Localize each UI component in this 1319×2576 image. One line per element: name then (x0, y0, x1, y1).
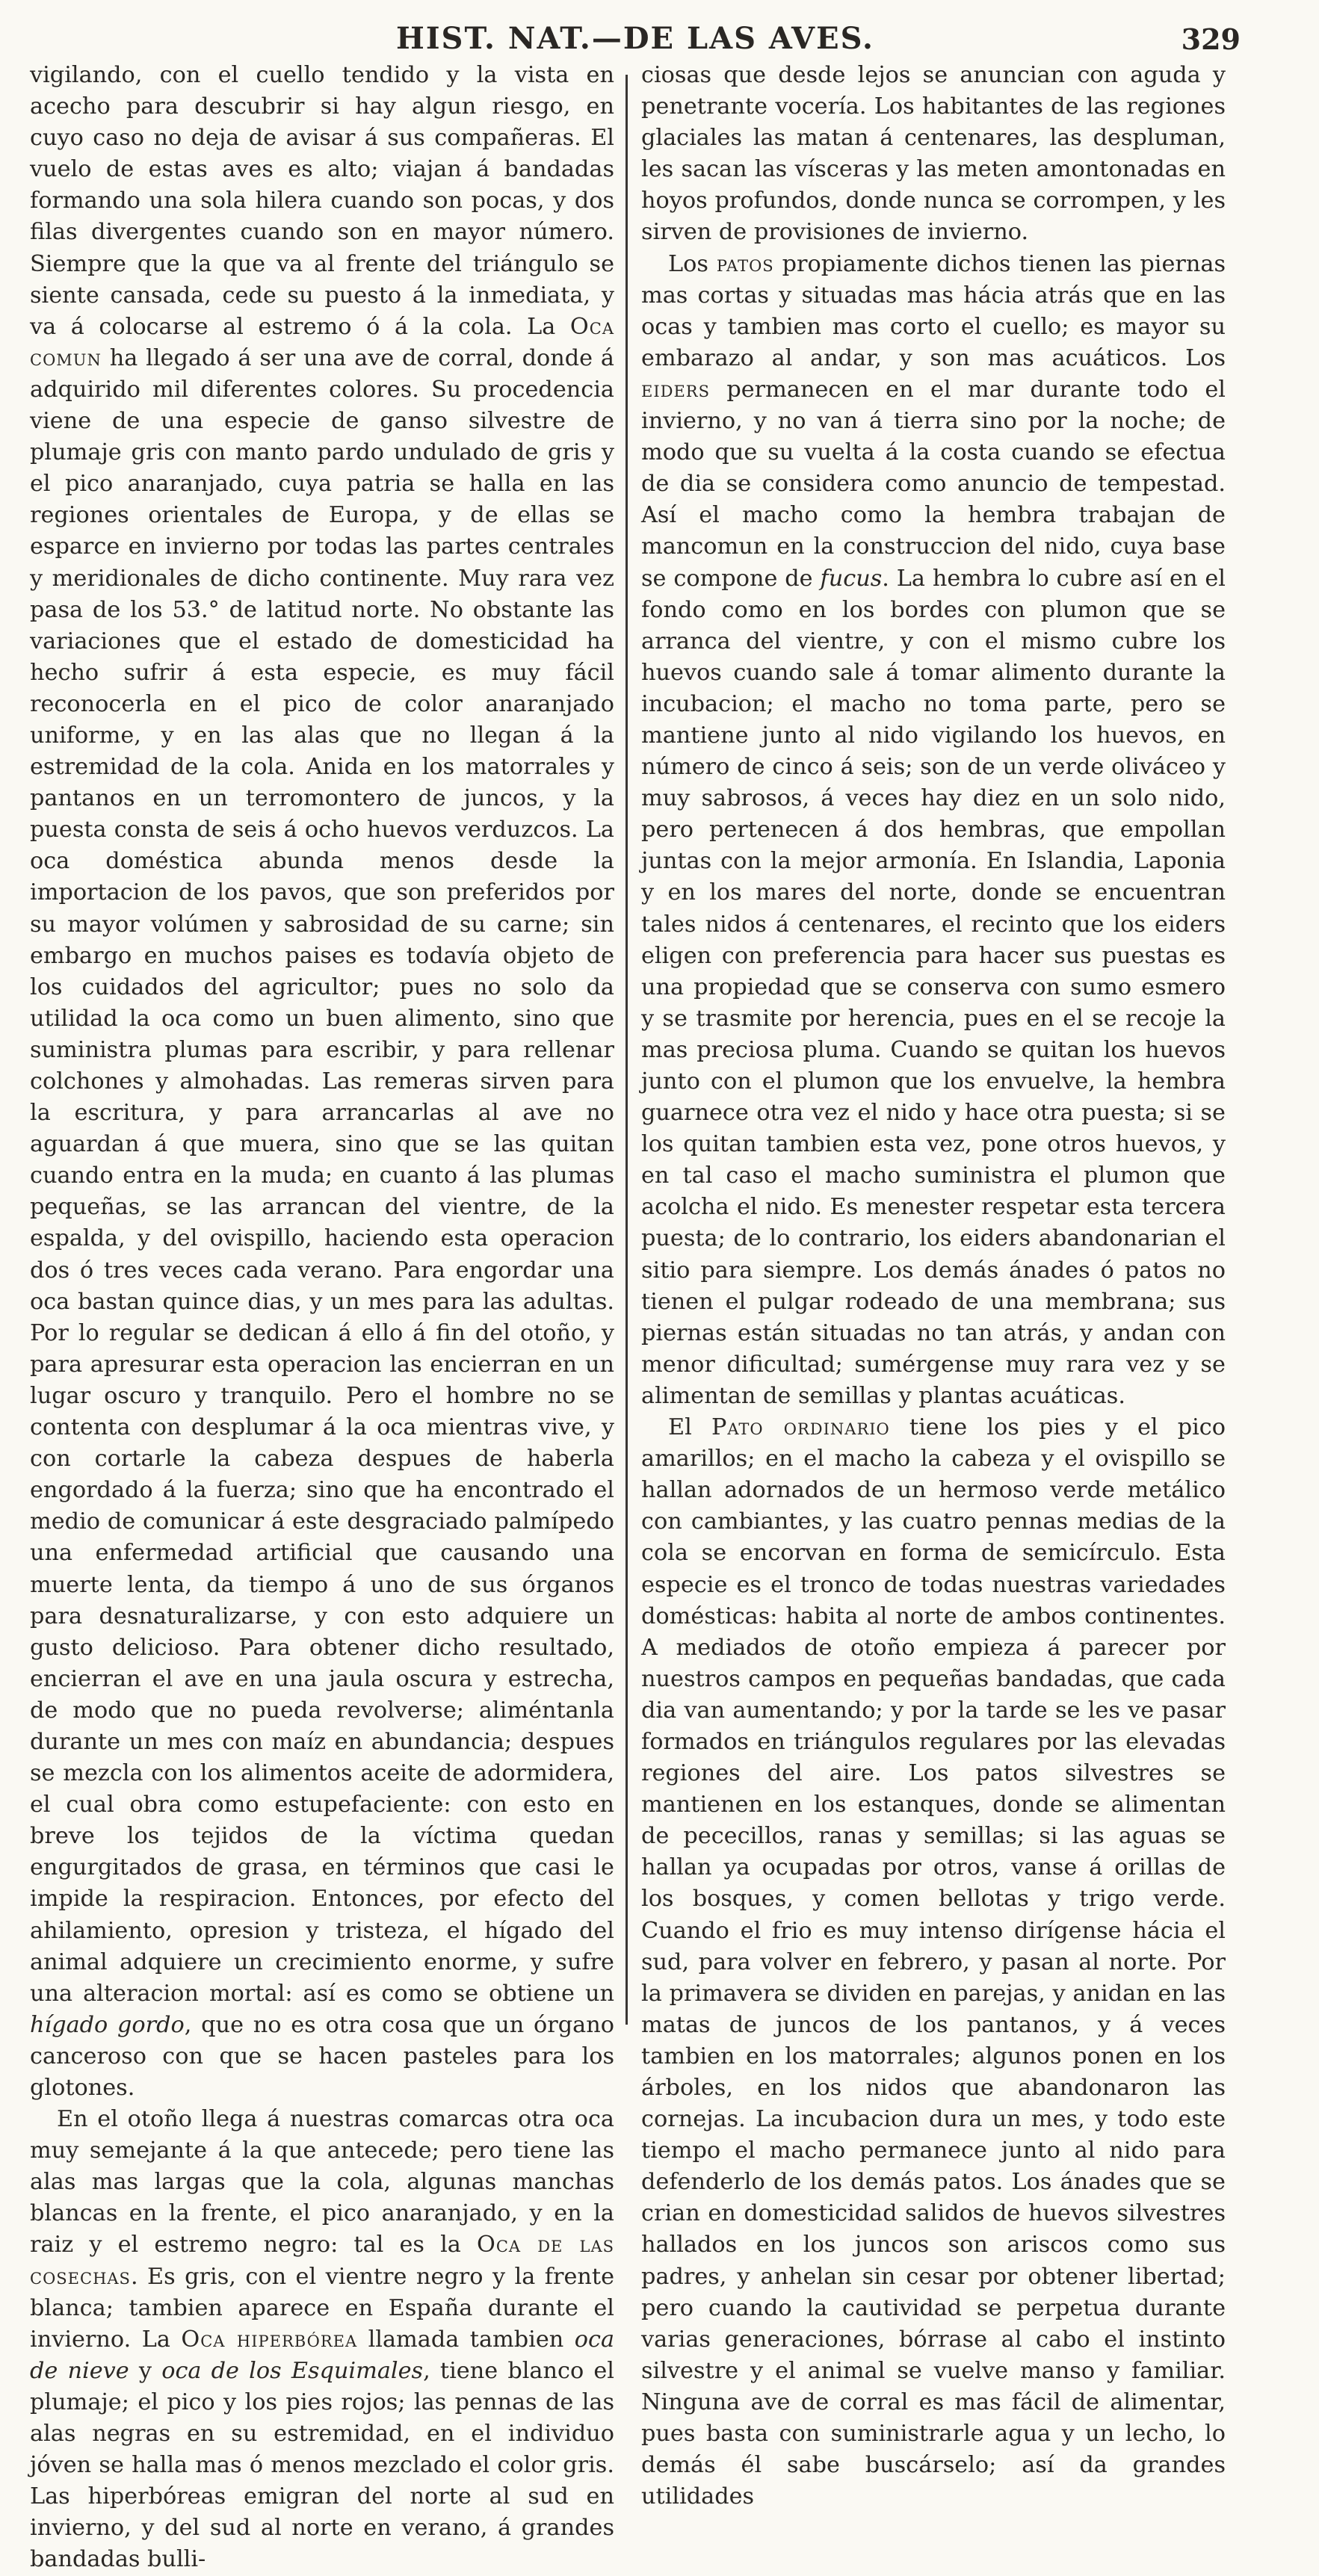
term-eiders: eiders (641, 376, 710, 403)
text-run: permanecen en el mar durante todo el invierno, y no van á tierra sino por la noche; de modo que su vuelta á la costa cuando se efectua de dia se considera como anuncio de tempestad. Así el macho como la hembra trabajan de mancomun en la construccion del nido, cuya base se compone de (641, 376, 1226, 592)
term-oca-nieve: oca de nieve (30, 2326, 615, 2384)
column-divider (625, 75, 628, 2025)
text-run: En el otoño llega á nuestras comarcas otra oca muy semejante á la que antecede; pero tiene las alas mas largas que la cola, algunas manchas blancas en la frente, el pico anaranjado, y en la raiz y el estremo negro: tal es la (30, 2106, 614, 2258)
paragraph-hiperboreas-cont (641, 60, 1226, 249)
text-run: llamada tambien (357, 2326, 575, 2353)
paragraph-oca-cosechas (30, 2104, 614, 2575)
term-oca-hiperborea: Oca hiperbórea (181, 2326, 358, 2353)
text-run: propiamente dichos tienen las piernas mas cortas y situadas mas hácia atrás que en las ocas y tambien mas corto el cuello; es mayor su embarazo al andar, y son mas acuáticos. Los (641, 250, 1226, 371)
text-run: Los (668, 250, 717, 277)
paragraph-pato-ordinario (641, 1412, 1226, 2512)
running-title: HIST. NAT.—DE LAS AVES. (396, 21, 874, 56)
term-patos: patos (716, 250, 774, 277)
text-run: tiene los pies y el pico amarillos; en el macho la cabeza y el ovispillo se hallan adornados de un hermoso verde metálico con cambiantes, y las cuatro pennas medias de la cola se encorvan en forma de semicírculo. Esta especie es el tronco de todas nuestras variedades domésticas: habita al norte de ambos continentes. A mediados de otoño empieza á parecer por nuestros campos en pequeñas bandadas, que cada dia van aumentando; y por la tarde se les ve pasar formados en triángulos regulares por las elevadas regiones del aire. Los patos silvestres se mantienen en los estanques, donde se alimentan de pececillos, ranas y semillas; si las aguas se hallan ya ocupadas por otros, vanse á orillas de los bosques, y comen bellotas y trigo verde. Cuando el frio es muy intenso dirígense hácia el sud, para volver en febrero, y pasan al norte. Por la primavera se dividen en parejas, y anidan en las matas de juncos de los pantanos, y á veces tambien en los matorrales; algunos ponen en los árboles, en los nidos que abandonaron las cornejas. La incubacion dura un mes, y todo este tiempo el macho permanece junto al nido para defenderlo de los demás patos. Los ánades que se crian en domesticidad salidos de huevos silvestres hallados en los juncos son ariscos como sus padres, y anhelan sin cesar por obtener libertad; pero cuando la cautividad se perpetua durante varias generaciones, bórrase al cabo el instinto silvestre y el animal se vuelve manso y familiar. Ninguna ave de corral es mas fácil de alimentar, pues basta con suministrarle agua y un lecho, lo demás él sabe buscárselo; así da grandes utilidades (641, 1414, 1226, 2510)
term-pato-ordinario: Pato ordinario (711, 1414, 890, 1441)
term-oca-cosechas: Oca de las cosechas (30, 2232, 614, 2290)
left-column (30, 60, 615, 2573)
right-column (641, 60, 1226, 2510)
text-run: vigilando, con el cuello tendido y la vista en acecho para descubrir si hay algun riesgo, en cuyo caso no deja de avisar á sus compañeras. El vuelo de estas aves es alto; viajan á bandadas formando una sola hilera cuando son pocas, y dos filas divergentes cuando son en mayor número. Siempre que la que va al frente del triángulo se siente cansada, cede su puesto á la inmediata, y va á colocarse al estremo ó á la cola. La (30, 62, 614, 340)
text-run: ciosas que desde lejos se anuncian con aguda y penetrante vocería. Los habitantes de las regiones glaciales las matan á centenares, las despluman, les sacan las vísceras y las meten amontonadas en hoyos profundos, donde nunca se corrompen, y les sirven de provisiones de invierno. (641, 62, 1226, 246)
term-higado-gordo: hígado gordo (30, 2011, 185, 2038)
text-run: ha llegado á ser una ave de corral, donde á adquirido mil diferentes colores. Su procedencia viene de una especie de ganso silvestre de plumaje gris con manto pardo undulado de gris y el pico anaranjado, cuya patria se halla en las regiones orientales de Europa, y de ellas se esparce en invierno por todas las partes centrales y meridionales de dicho continente. Muy rara vez pasa de los 53.° de latitud norte. No obstante las variaciones que el estado de domesticidad ha hecho sufrir á esta especie, es muy fácil reconocerla en el pico de color anaranjado uniforme, y en las alas que no llegan á la estremidad de la cola. Anida en los matorrales y pantanos en un terromontero de juncos, y la puesta consta de seis á ocho huevos verduzcos. La oca doméstica abunda menos desde la importacion de los pavos, que son preferidos por su mayor volúmen y sabrosidad de su carne; sin embargo en muchos paises es todavía objeto de los cuidados del agricultor; pues no solo da utilidad la oca como un buen alimento, sino que suministra plumas para escribir, y para rellenar colchones y almohadas. Las remeras sirven para la escritura, y para arrancarlas al ave no aguardan á que muera, sino que se las quitan cuando entra en la muda; en cuanto á las plumas pequeñas, se las arrancan del vientre, de la espalda, y del ovispillo, haciendo esta operacion dos ó tres veces cada verano. Para engordar una oca bastan quince dias, y un mes para las adultas. Por lo regular se dedican á ello á fin del otoño, y para apresurar esta operacion las encierran en un lugar oscuro y tranquilo. Pero el hombre no se contenta con desplumar á la oca mientras vive, y con cortarle la cabeza despues de haberla engordado á la fuerza; sino que ha encontrado el medio de comunicar á este desgraciado palmípedo una enfermedad artificial que causando una muerte lenta, da tiempo á uno de sus órganos para desnaturalizarse, y con esto adquiere un gusto delicioso. Para obtener dicho resultado, encierran el ave en una jaula oscura y estrecha, de modo que no pueda revolverse; aliméntanla durante un mes con maíz en abundancia; despues se mezcla con los alimentos aceite de adormidera, el cual obra como estupefaciente: con esto en breve los tejidos de la víctima quedan engurgitados de grasa, en términos que casi le impide la respiracion. Entonces, por efecto del ahilamiento, opresion y tristeza, el hígado del animal adquiere un crecimiento enorme, y sufre una alteracion mortal: así es como se obtiene un (30, 344, 614, 2007)
text-run: , tiene blanco el plumaje; el pico y los pies rojos; las pennas de las alas negras en su estremidad, en el individuo jóven se halla mas ó menos mezclado el color gris. Las hiperbóreas emigran del norte al sud en invierno, y del sud al norte en verano, á grandes bandadas bulli- (30, 2357, 615, 2573)
term-oca-esquimales: oca de los Esquimales (161, 2357, 424, 2384)
page-header (30, 21, 1241, 63)
text-run: . Es gris, con el vientre negro y la frente blanca; tambien aparece en España durante el invierno. La (30, 2263, 614, 2353)
term-oca-comun: Oca comun (30, 313, 614, 371)
paragraph-patos (641, 249, 1226, 1412)
text-run: El (668, 1414, 711, 1441)
text-run: . La hembra lo cubre así en el fondo como en los bordes con plumon que se arranca del vientre, y con el mismo cubre los huevos cuando sale á tomar alimento durante la incubacion; el macho no toma parte, pero se mantiene junto al nido vigilando los huevos, en número de cinco á seis; son de un verde oliváceo y muy sabrosos, á veces hay diez en un solo nido, pero pertenecen á dos hembras, que empollan juntas con la mejor armonía. En Islandia, Laponia y en los mares del norte, donde se encuentran tales nidos á centenares, el recinto que los eiders eligen con preferencia para hacer sus puestas es una propiedad que se conserva con sumo esmero y se trasmite por herencia, pues en el se recoje la mas preciosa pluma. Cuando se quitan los huevos junto con el plumon que los envuelve, la hembra guarnece otra vez el nido y hace otra puesta; si se los quitan tambien esta vez, pone otros huevos, y en tal caso el macho suministra el plumon que acolcha el nido. Es menester respetar esta tercera puesta; de lo contrario, los eiders abandonarian el sitio para siempre. Los demás ánades ó patos no tienen el pulgar rodeado de una membrana; sus piernas están situadas no tan atrás, y andan con menor dificultad; sumérgense muy rara vez y se alimentan de semillas y plantas acuáticas. (641, 565, 1226, 1409)
text-run: y (129, 2357, 162, 2384)
paragraph-oca-comun (30, 60, 614, 2104)
page-number: 329 (1181, 22, 1241, 56)
text-run: , que no es otra cosa que un órgano canceroso con que se hacen pasteles para los glotones. (30, 2011, 614, 2101)
term-fucus: fucus (820, 565, 883, 592)
